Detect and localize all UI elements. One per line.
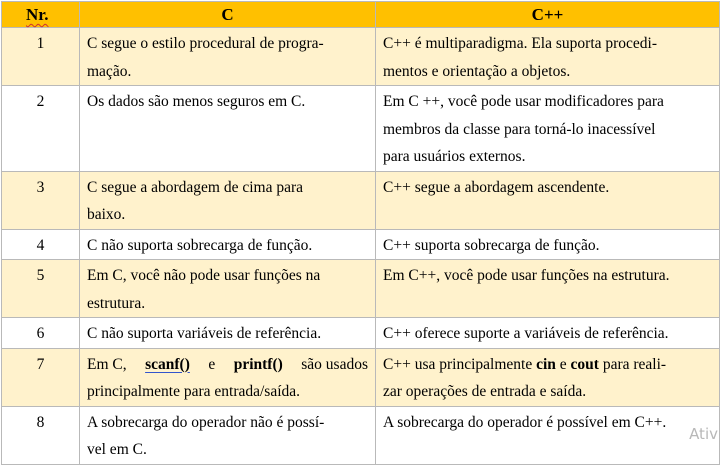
header-c: C xyxy=(80,2,376,28)
c-cell: C não suporta sobrecarga de função. xyxy=(80,229,376,260)
header-cpp: C++ xyxy=(376,2,720,28)
table-row xyxy=(2,406,720,464)
table-row xyxy=(2,28,720,86)
c-cell: Em C, scanf() e printf() são usados principalmente para entrada/saída. xyxy=(80,348,376,406)
table-row xyxy=(2,229,720,260)
c-cell: Em C, você não pode usar funções na estrutura. xyxy=(80,260,376,318)
cpp-cell: C++ segue a abordagem ascendente. xyxy=(376,171,720,229)
cpp-cell: Em C ++, você pode usar modificadores para membros da classe para torná-lo inacessível para usuários externos. xyxy=(376,86,720,172)
cpp-cell: A sobrecarga do operador é possível em C++. xyxy=(376,406,720,464)
cpp-cell: C++ é multiparadigma. Ela suporta procedi- mentos e orientação a objetos. xyxy=(376,28,720,86)
c-cell: C segue o estilo procedural de progra- mação. xyxy=(80,28,376,86)
row-number: 4 xyxy=(2,229,80,260)
cout-keyword: cout xyxy=(570,355,599,373)
row-number: 6 xyxy=(2,318,80,349)
row-number: 2 xyxy=(2,86,80,172)
table-row xyxy=(2,260,720,318)
c-cell: C não suporta variáveis de referência. xyxy=(80,318,376,349)
comparison-table xyxy=(1,1,720,465)
c-cell: Os dados são menos seguros em C. xyxy=(80,86,376,172)
table-row xyxy=(2,171,720,229)
cin-keyword: cin xyxy=(536,355,556,373)
cpp-cell: C++ suporta sobrecarga de função. xyxy=(376,229,720,260)
c-cell: C segue a abordagem de cima para baixo. xyxy=(80,171,376,229)
scanf-keyword: scanf() xyxy=(145,355,190,373)
table-row xyxy=(2,318,720,349)
cpp-cell: C++ oferece suporte a variáveis de referência. xyxy=(376,318,720,349)
cpp-cell: Em C++, você pode usar funções na estrutura. xyxy=(376,260,720,318)
row-number: 1 xyxy=(2,28,80,86)
c-cell: A sobrecarga do operador não é possí- vel em C. xyxy=(80,406,376,464)
row-number: 3 xyxy=(2,171,80,229)
row-number: 7 xyxy=(2,348,80,406)
row-number: 5 xyxy=(2,260,80,318)
header-row xyxy=(2,2,720,28)
cpp-cell: C++ usa principalmente cin e cout para reali- zar operações de entrada e saída. xyxy=(376,348,720,406)
activation-watermark: Ativ xyxy=(689,425,718,443)
table-row xyxy=(2,348,720,406)
table-row xyxy=(2,86,720,172)
printf-keyword: printf() xyxy=(233,355,283,373)
row-number: 8 xyxy=(2,406,80,464)
header-nr: Nr. xyxy=(2,2,80,28)
